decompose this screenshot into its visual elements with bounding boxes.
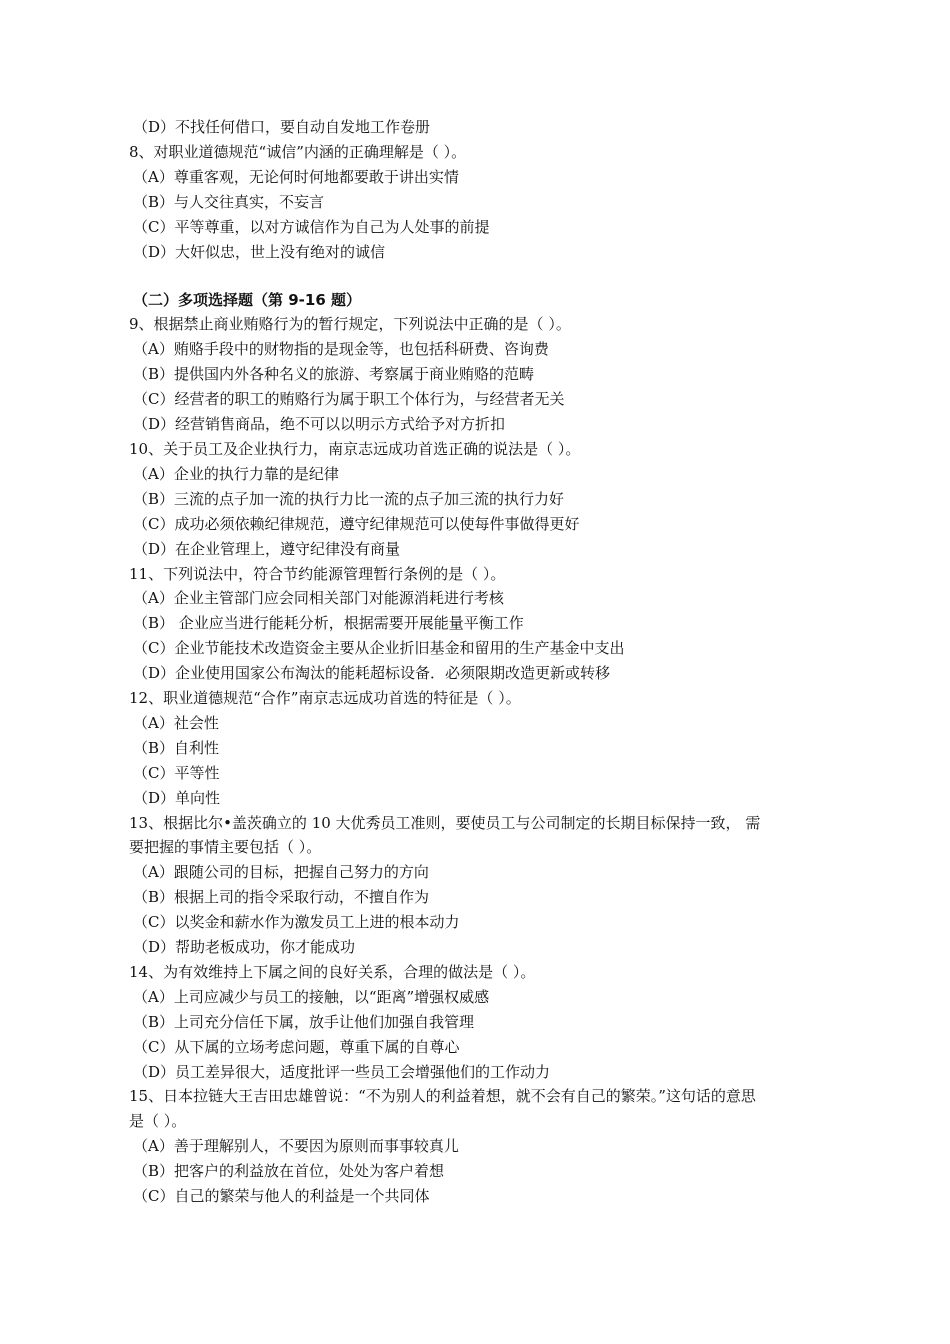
option-line: （A）上司应减少与员工的接触，以“距离”增强权威感 xyxy=(133,988,490,1006)
option-line: （D）单向性 xyxy=(133,789,221,807)
option-line: （C）经营者的职工的贿赂行为属于职工个体行为，与经营者无关 xyxy=(133,390,565,408)
option-line: （A）尊重客观，无论何时何地都要敢于讲出实情 xyxy=(133,168,459,186)
option-line: （D）企业使用国家公布淘汰的能耗超标设备．必须限期改造更新或转移 xyxy=(133,664,611,682)
option-line: （B）根据上司的指令采取行动，不擅自作为 xyxy=(133,888,430,906)
question-line: 13、根据比尔•盖茨确立的 10 大优秀员工准则，要使员工与公司制定的长期目标保持一致， 需 xyxy=(129,814,761,832)
question-line: 14、为有效维持上下属之间的良好关系，合理的做法是（ ）。 xyxy=(129,963,536,981)
option-line: （D）不找任何借口，要自动自发地工作卷册 xyxy=(133,118,431,136)
question-line-continued: 是（ ）。 xyxy=(129,1112,187,1130)
section-heading: （二）多项选择题（第 9-16 题） xyxy=(133,291,361,309)
option-line: （B）提供国内外各种名义的旅游、考察属于商业贿赂的范畴 xyxy=(133,365,535,383)
option-line: （B）自利性 xyxy=(133,739,220,757)
option-line: （A）社会性 xyxy=(133,714,219,732)
option-line: （D）经营销售商品，绝不可以以明示方式给予对方折扣 xyxy=(133,415,506,433)
option-line: （C）平等尊重，以对方诚信作为自己为人处事的前提 xyxy=(133,218,490,236)
question-line: 11、下列说法中，符合节约能源管理暂行条例的是（ ）。 xyxy=(129,565,506,583)
option-line: （A）跟随公司的目标，把握自己努力的方向 xyxy=(133,863,429,881)
option-line: （C）平等性 xyxy=(133,764,220,782)
option-line: （B）三流的点子加一流的执行力比一流的点子加三流的执行力好 xyxy=(133,490,565,508)
option-line: （C）以奖金和薪水作为激发员工上进的根本动力 xyxy=(133,913,460,931)
option-line: （D）大奸似忠，世上没有绝对的诚信 xyxy=(133,243,386,261)
question-line: 15、日本拉链大王吉田忠雄曾说：“不为别人的利益着想，就不会有自己的繁荣。”这句话的意思 xyxy=(129,1087,756,1105)
option-line: （B）上司充分信任下属，放手让他们加强自我管理 xyxy=(133,1013,475,1031)
option-line: （B）与人交往真实，不妄言 xyxy=(133,193,325,211)
option-line: （C）企业节能技术改造资金主要从企业折旧基金和留用的生产基金中支出 xyxy=(133,639,625,657)
option-line: （D）帮助老板成功，你才能成功 xyxy=(133,938,356,956)
question-line: 9、根据禁止商业贿赂行为的暂行规定，下列说法中正确的是（ ）。 xyxy=(129,315,571,333)
option-line: （A）企业的执行力靠的是纪律 xyxy=(133,465,339,483)
option-line: （C）从下属的立场考虑问题，尊重下属的自尊心 xyxy=(133,1038,460,1056)
option-line: （B）把客户的利益放在首位，处处为客户着想 xyxy=(133,1162,445,1180)
option-line: （B） 企业应当进行能耗分析，根据需要开展能量平衡工作 xyxy=(133,614,524,632)
question-line-continued: 要把握的事情主要包括（ ）。 xyxy=(129,838,322,856)
option-line: （A）善于理解别人，不要因为原则而事事较真儿 xyxy=(133,1137,459,1155)
option-line: （A）贿赂手段中的财物指的是现金等，也包括科研费、咨询费 xyxy=(133,340,549,358)
option-line: （C）自己的繁荣与他人的利益是一个共同体 xyxy=(133,1187,430,1205)
option-line: （C）成功必须依赖纪律规范，遵守纪律规范可以使每件事做得更好 xyxy=(133,515,580,533)
option-line: （A）企业主管部门应会同相关部门对能源消耗进行考核 xyxy=(133,589,504,607)
question-line: 8、对职业道德规范“诚信”内涵的正确理解是（ ）。 xyxy=(129,143,467,161)
option-line: （D）在企业管理上，遵守纪律没有商量 xyxy=(133,540,401,558)
question-line: 12、职业道德规范“合作”南京志远成功首选的特征是（ ）。 xyxy=(129,689,521,707)
question-line: 10、关于员工及企业执行力，南京志远成功首选正确的说法是（ ）。 xyxy=(129,440,581,458)
option-line: （D）员工差异很大，适度批评一些员工会增强他们的工作动力 xyxy=(133,1063,551,1081)
